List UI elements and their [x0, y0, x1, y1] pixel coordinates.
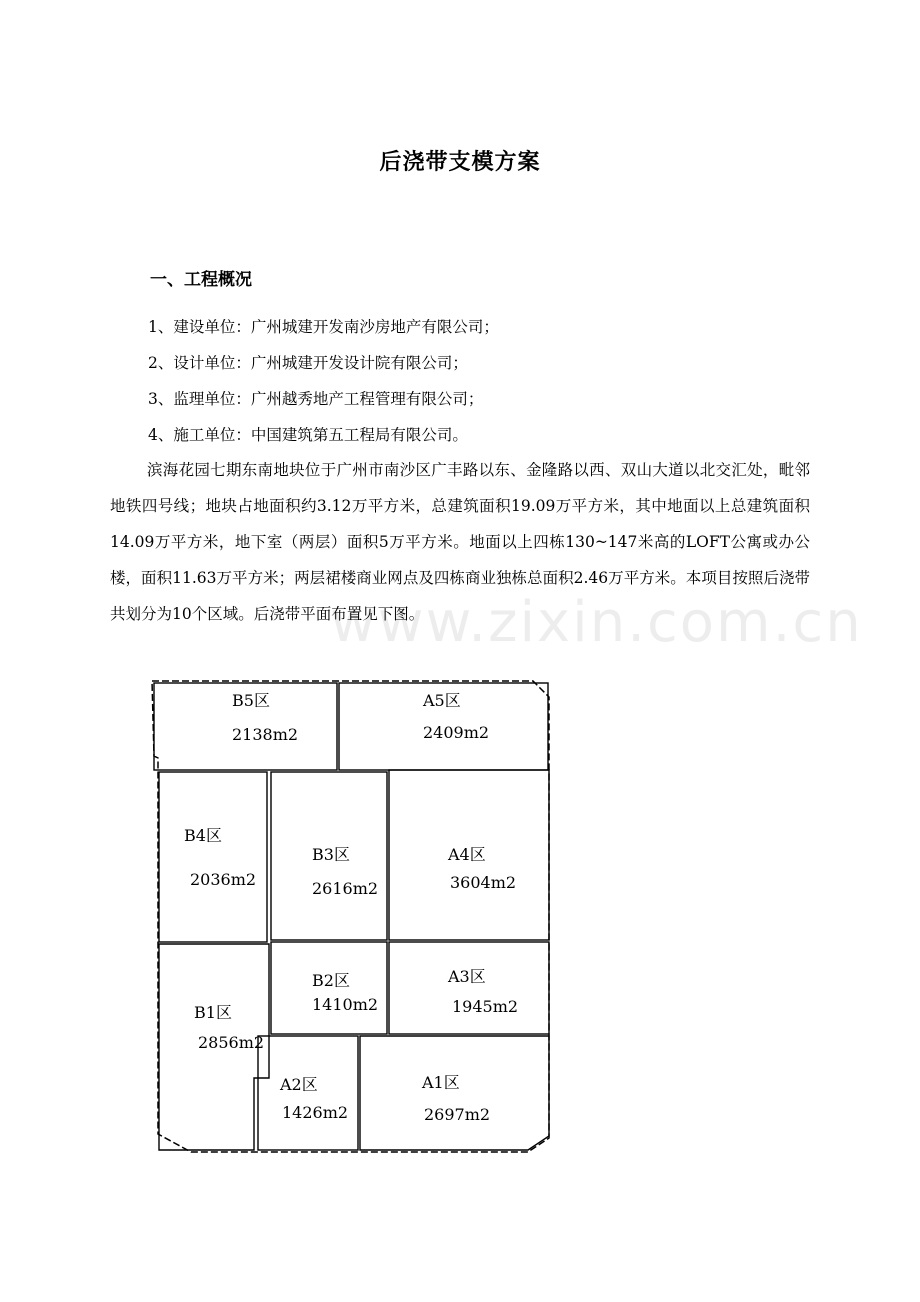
watermark: www.zixin.com.cn — [330, 590, 863, 655]
zone-b4-name: B4区 — [184, 826, 222, 845]
zone-b3-name: B3区 — [312, 845, 350, 864]
site-boundary — [152, 681, 549, 1152]
section-heading: 一、工程概况 — [150, 270, 252, 290]
zone-b5-name: B5区 — [232, 691, 270, 710]
zone-a3-area: 1945m2 — [452, 997, 519, 1016]
project-description: 滨海花园七期东南地块位于广州市南沙区广丰路以东、金隆路以西、双山大道以北交汇处，毗邻地铁四号线；地块占地面积约3.12万平方米，总建筑面积19.09万平方米，其中地面以上总建筑面积14.09万平方米，地下室（两层）面积5万平方米。地面以上四栋130~147米高的LOFT公寓或办公楼，面积11.63万平方米；两层裙楼商业网点及四栋商业独栋总面积2.46万平方米。本项目按照后浇带共划分为10个区域。后浇带平面布置见下图。 — [110, 461, 810, 623]
zone-b2-name: B2区 — [312, 971, 350, 990]
zone-a2-name: A2区 — [280, 1075, 318, 1094]
zone-b1-area: 2856m2 — [198, 1033, 265, 1052]
zone-b5-area: 2138m2 — [232, 725, 299, 744]
zone-b2-area: 1410m2 — [312, 995, 379, 1014]
zone-a1-name: A1区 — [422, 1073, 460, 1092]
zone-a5-area: 2409m2 — [423, 723, 490, 742]
zone-a1-area: 2697m2 — [424, 1105, 491, 1124]
post-pour-strip-plan — [140, 676, 560, 1156]
zone-b4-area: 2036m2 — [190, 870, 257, 889]
item-contractor-unit: 4、施工单位：中国建筑第五工程局有限公司。 — [148, 426, 468, 444]
zone-b4-block — [159, 772, 267, 942]
item-supervision-unit: 3、监理单位：广州越秀地产工程管理有限公司； — [148, 390, 484, 408]
zone-b3-area: 2616m2 — [312, 879, 379, 898]
document-title: 后浇带支模方案 — [379, 150, 541, 175]
zone-a4-name: A4区 — [448, 845, 486, 864]
zone-a4-area: 3604m2 — [450, 873, 517, 892]
zone-a1-block — [360, 1036, 549, 1150]
item-design-unit: 2、设计单位：广州城建开发设计院有限公司； — [148, 354, 468, 372]
zone-a3-block — [389, 942, 549, 1034]
zone-a3-name: A3区 — [448, 967, 486, 986]
zone-b1-name: B1区 — [194, 1003, 232, 1022]
zone-a5-name: A5区 — [423, 691, 461, 710]
zone-a2-area: 1426m2 — [282, 1103, 349, 1122]
item-construction-unit: 1、建设单位：广州城建开发南沙房地产有限公司； — [148, 318, 499, 336]
